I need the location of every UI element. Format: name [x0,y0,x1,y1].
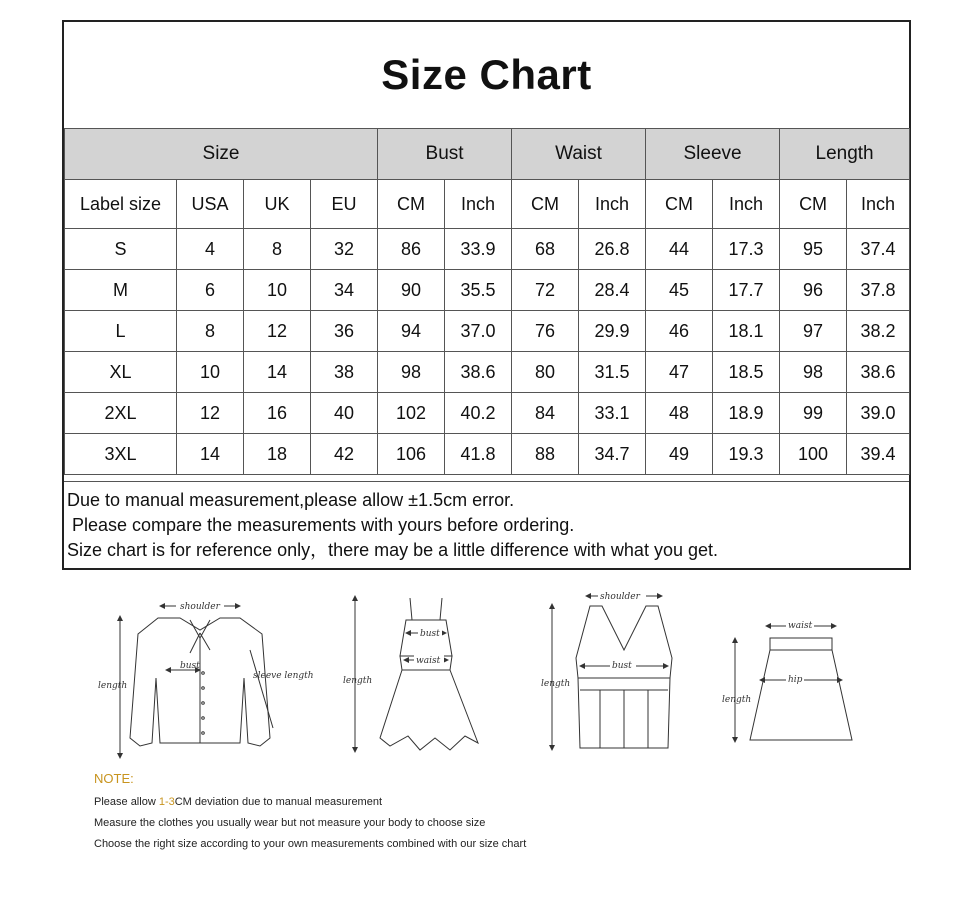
table-cell: 68 [512,229,579,270]
table-cell: 80 [512,352,579,393]
table-cell: 34.7 [579,434,646,475]
table-cell: 14 [177,434,244,475]
unit-header: CM [512,180,579,229]
table-row [65,311,910,352]
note-line: Size chart is for reference only，there may be a little difference with what you get. [67,540,718,560]
measurement-notes [64,481,909,563]
table-cell: 29.9 [579,311,646,352]
size-chart-box [62,20,911,570]
table-cell: 96 [780,270,847,311]
table-cell: 33.1 [579,393,646,434]
table-cell: 34 [311,270,378,311]
group-header-row [65,129,910,180]
table-cell: 40 [311,393,378,434]
page-title: Size Chart [381,51,592,98]
table-row [65,352,910,393]
table-cell: 18 [244,434,311,475]
group-header: Length [780,129,910,180]
note-line-1-prefix: Please allow [94,796,159,808]
table-cell: 99 [780,393,847,434]
table-cell: 102 [378,393,445,434]
note-line: Due to manual measurement,please allow ±1.5cm error. [67,490,515,510]
table-cell: L [65,311,177,352]
table-cell: 36 [311,311,378,352]
group-header: Waist [512,129,646,180]
table-cell: 106 [378,434,445,475]
table-cell: 94 [378,311,445,352]
top-length-label: length [541,679,571,689]
table-cell: XL [65,352,177,393]
table-cell: 33.9 [445,229,512,270]
dress-length-label: length [343,676,373,686]
table-cell: 8 [177,311,244,352]
table-cell: 44 [646,229,713,270]
table-cell: 38.6 [847,352,910,393]
table-cell: 47 [646,352,713,393]
table-cell: 37.4 [847,229,910,270]
note-line-1-highlight: 1-3 [158,796,175,808]
table-cell: 16 [244,393,311,434]
unit-header: CM [780,180,847,229]
table-row [65,434,910,475]
table-cell: 28.4 [579,270,646,311]
table-cell: S [65,229,177,270]
table-cell: 31.5 [579,352,646,393]
table-cell: 98 [378,352,445,393]
table-cell: 48 [646,393,713,434]
note-line-3: Choose the right size according to your own measurements combined with our size chart [94,838,527,850]
unit-header: Inch [713,180,780,229]
table-cell: 39.0 [847,393,910,434]
note-line: Please compare the measurements with yours before ordering. [72,515,575,535]
table-cell: 35.5 [445,270,512,311]
table-cell: 4 [177,229,244,270]
shirt-sleeve-label: sleeve length [253,671,314,681]
note-line-1-suffix: CM deviation due to manual measurement [174,796,383,808]
table-cell: 72 [512,270,579,311]
table-row [65,393,910,434]
unit-header: EU [311,180,378,229]
table-cell: 18.5 [713,352,780,393]
table-row [65,270,910,311]
group-header: Bust [378,129,512,180]
unit-header: USA [177,180,244,229]
table-cell: 84 [512,393,579,434]
table-cell: 98 [780,352,847,393]
garment-diagrams [90,578,870,778]
table-cell: 6 [177,270,244,311]
table-cell: 45 [646,270,713,311]
table-cell: 8 [244,229,311,270]
table-cell: 42 [311,434,378,475]
table-cell: 37.8 [847,270,910,311]
top-bust-label: bust [612,661,632,671]
table-cell: 12 [177,393,244,434]
unit-header: Inch [579,180,646,229]
unit-header: CM [646,180,713,229]
top-shoulder-label: shoulder [600,592,640,602]
table-cell: 18.9 [713,393,780,434]
table-cell: 88 [512,434,579,475]
skirt-hip-label: hip [788,675,803,685]
note-title: NOTE: [94,771,134,786]
table-cell: 37.0 [445,311,512,352]
unit-header: Inch [445,180,512,229]
skirt-length-label: length [722,695,752,705]
table-cell: 32 [311,229,378,270]
table-cell: 19.3 [713,434,780,475]
table-cell: 14 [244,352,311,393]
table-cell: 17.3 [713,229,780,270]
group-header: Sleeve [646,129,780,180]
table-cell: 3XL [65,434,177,475]
dress-waist-label: waist [416,656,441,666]
garment-illustrations [90,578,870,778]
title-area [64,22,909,129]
table-cell: 86 [378,229,445,270]
table-cell: 10 [244,270,311,311]
note-section [94,771,526,859]
table-cell: 38 [311,352,378,393]
table-cell: 26.8 [579,229,646,270]
table-cell: 76 [512,311,579,352]
table-cell: 46 [646,311,713,352]
unit-header: Inch [847,180,910,229]
top-diagram [552,596,672,748]
table-cell: 97 [780,311,847,352]
table-cell: 17.7 [713,270,780,311]
table-cell: 12 [244,311,311,352]
size-table [64,128,910,475]
note-line-1 [94,796,526,808]
shirt-shoulder-label: shoulder [180,602,220,612]
note-line-2: Measure the clothes you usually wear but not measure your body to choose size [94,817,486,829]
shirt-bust-label: bust [180,661,200,671]
shirt-length-label: length [98,681,128,691]
unit-header: UK [244,180,311,229]
table-cell: 2XL [65,393,177,434]
unit-header: CM [378,180,445,229]
unit-header-row [65,180,910,229]
table-cell: 18.1 [713,311,780,352]
table-row [65,229,910,270]
table-cell: M [65,270,177,311]
table-cell: 10 [177,352,244,393]
skirt-waist-label: waist [788,621,813,631]
table-cell: 40.2 [445,393,512,434]
table-cell: 38.2 [847,311,910,352]
table-cell: 49 [646,434,713,475]
unit-header: Label size [65,180,177,229]
table-cell: 39.4 [847,434,910,475]
table-cell: 38.6 [445,352,512,393]
shirt-diagram [120,606,273,756]
table-cell: 90 [378,270,445,311]
table-cell: 41.8 [445,434,512,475]
dress-diagram [355,598,478,750]
group-header: Size [65,129,378,180]
dress-bust-label: bust [420,629,440,639]
table-cell: 100 [780,434,847,475]
table-cell: 95 [780,229,847,270]
